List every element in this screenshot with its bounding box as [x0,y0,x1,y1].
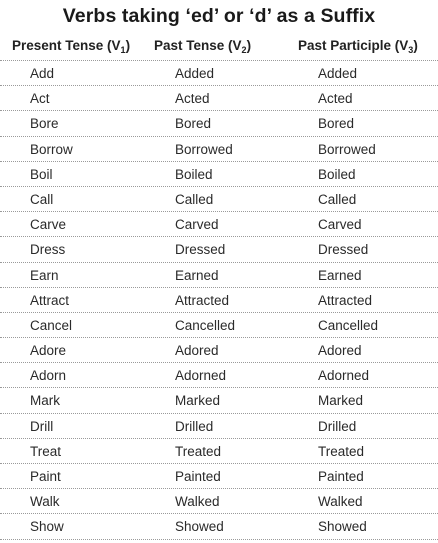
present-tense-cell: Drill [30,418,54,434]
table-bottom-rule [0,539,438,540]
table-row [0,136,438,161]
header-present-label: Present Tense (V [12,38,121,53]
present-tense-cell: Walk [30,494,60,510]
header-participle-label: Past Participle (V [298,38,409,53]
table-row [0,438,438,463]
past-tense-cell: Cancelled [175,317,236,333]
past-participle-cell: Carved [318,217,362,233]
present-tense-cell: Treat [30,443,62,459]
present-tense-cell: Show [30,519,64,535]
table-row [0,186,438,211]
past-tense-cell: Painted [175,469,221,484]
past-participle-cell: Boiled [318,166,356,182]
present-tense-cell: Attract [30,292,70,308]
header-past-label: Past Tense (V [154,38,242,53]
past-tense-cell: Added [175,66,215,81]
table-row [0,337,438,362]
past-tense-cell: Dressed [175,242,226,258]
present-tense-cell: Dress [30,242,66,258]
past-tense-cell: Boiled [175,166,213,182]
table-row [0,60,438,85]
past-tense-cell: Treated [175,443,222,459]
past-participle-cell: Drilled [318,418,357,434]
present-tense-cell: Mark [30,393,60,409]
past-tense-cell: Acted [175,91,210,107]
present-tense-cell: Borrow [30,141,73,157]
header-past-tense [154,38,251,55]
past-participle-cell: Painted [318,469,364,484]
present-tense-cell: Adorn [30,368,67,384]
past-tense-cell: Bored [175,116,212,132]
past-tense-cell: Adored [175,343,219,359]
header-past-close: ) [246,38,252,53]
past-participle-cell: Bored [318,116,355,132]
table-row [0,262,438,287]
header-present-subscript: 1 [120,45,126,55]
table-row [0,110,438,135]
past-participle-cell: Earned [318,267,362,283]
past-participle-cell: Acted [318,91,353,107]
table-row [0,236,438,261]
past-participle-cell: Called [318,191,357,207]
present-tense-cell: Earn [30,267,59,283]
past-participle-cell: Attracted [318,292,373,308]
past-tense-cell: Borrowed [175,141,233,157]
past-tense-cell: Earned [175,267,219,283]
past-tense-cell: Marked [175,393,221,409]
present-tense-cell: Bore [30,116,59,132]
past-participle-cell: Dressed [318,242,369,258]
present-tense-cell: Add [30,66,55,81]
past-tense-cell: Showed [175,519,224,535]
present-tense-cell: Call [30,191,54,207]
present-tense-cell: Cancel [30,317,73,333]
table-row [0,85,438,110]
table-row [0,463,438,488]
past-participle-cell: Added [318,66,358,81]
page-title: Verbs taking ‘ed’ or ‘d’ as a Suffix [62,5,376,27]
past-participle-cell: Cancelled [318,317,379,333]
past-participle-cell: Walked [318,494,363,510]
header-participle-subscript: 3 [408,45,414,55]
past-tense-cell: Walked [175,494,220,510]
past-participle-cell: Adored [318,343,362,359]
present-tense-cell: Adore [30,343,67,359]
present-tense-cell: Carve [30,217,67,233]
table-row [0,211,438,236]
table-row [0,287,438,312]
present-tense-cell: Boil [30,166,53,182]
table-row [0,312,438,337]
header-past-subscript: 2 [241,45,247,55]
past-tense-cell: Attracted [175,292,230,308]
header-present-tense [12,38,130,55]
past-tense-cell: Drilled [175,418,214,434]
header-participle-close: ) [413,38,418,53]
past-tense-cell: Called [175,191,214,207]
header-present-close: ) [125,38,131,53]
past-tense-cell: Adorned [175,368,227,384]
present-tense-cell: Paint [30,469,61,484]
table-row [0,513,438,538]
table-row [0,413,438,438]
past-participle-cell: Treated [318,443,365,459]
past-participle-cell: Showed [318,519,367,535]
verb-table [0,60,438,539]
past-tense-cell: Carved [175,217,219,233]
header-past-participle [298,38,418,55]
table-row [0,362,438,387]
present-tense-cell: Act [30,91,50,107]
past-participle-cell: Marked [318,393,364,409]
past-participle-cell: Adorned [318,368,370,384]
table-row [0,387,438,412]
past-participle-cell: Borrowed [318,141,376,157]
table-row [0,161,438,186]
table-header [0,38,438,62]
table-row [0,488,438,513]
